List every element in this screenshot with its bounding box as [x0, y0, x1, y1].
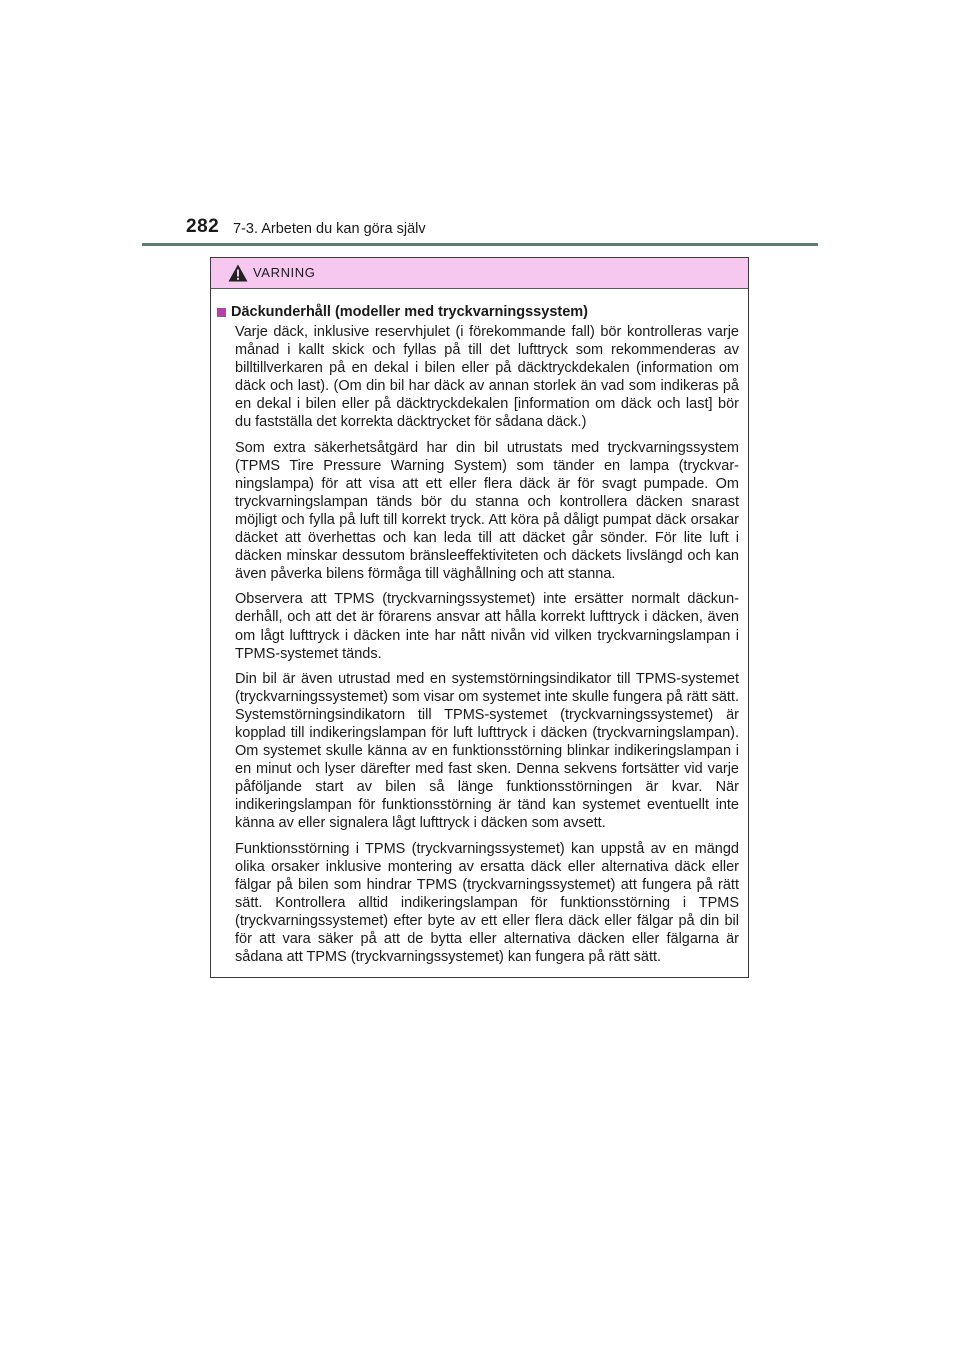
page-number: 282 [186, 216, 220, 237]
paragraph: Varje däck, inklusive reservhjulet (i förekommande fall) bör kontrolleras varje månad i kallt skick och fyllas på till det lufttryck som rekommenderas av billtillverkaren på en dekal i bilen eller på däcktryckdekalen (information om däck och last). (Om din bil har däck av annan storlek än vad som indikeras på en dekal i bilen eller på däcktryckdekalen [information om däck och last] bör du fastställa det korrekta däcktrycket för sådana däck.) [235, 324, 739, 431]
warning-box [210, 257, 749, 978]
section-title: 7-3. Arbeten du kan göra själv [233, 221, 426, 237]
paragraph: Som extra säkerhetsåtgärd har din bil utrustats med tryckvarningssystem (TPMS Tire Pressure Warning System) som tänder en lampa (tryckvarningslampa) för att visa att ett eller flera däck är för svagt pumpade. Om tryckvarningslampan tänds bör du stanna och kontrollera däcken snarast möjligt och fylla på luft till korrekt tryck. Att köra på dåligt pumpat däck orsakar däcket att överhettas och kan leda till att däcket går sönder. För lite luft i däcken minskar dessutom bränsleeffektiviteten och däckets livslängd och kan även påverka bilens förmåga till väghållning och att stanna. [235, 439, 739, 583]
paragraph: Observera att TPMS (tryckvarningssystemet) inte ersätter normalt däckunderhåll, och att det är förarens ansvar att hålla korrekt lufttryck i däcken, även om lågt lufttryck i däcken inte har nått nivån vid vilken tryckvarningslampan i TPMS-systemet tänds. [235, 591, 739, 662]
warning-triangle-icon [228, 264, 248, 282]
paragraph: Funktionsstörning i TPMS (tryckvarningssystemet) kan uppstå av en mängd olika orsaker inklusive montering av ersatta däck eller alternativa däck eller fälgar på bilen som hindrar TPMS (tryckvarningssystemet) att fungera på rätt sätt. Kontrollera alltid indikeringslampan för funktionsstörning i TPMS (tryckvarningssystemet) efter byte av ett eller flera däck eller fälgar på din bil för att vara säker på att de bytta eller alternativa däcken eller fälgarna är sådana att TPMS (tryckvarningssystemet) kan fungera på rätt sätt. [235, 840, 739, 966]
warning-body [211, 289, 748, 966]
paragraph: Din bil är även utrustad med en systemstörningsindikator till TPMS-systemet (tryckvarningssystemet) som visar om systemet inte skulle fungera på rätt sätt. Systemstörningsindikatorn till TPMS-systemet (tryckvarningssystemet) är kopplad till indikeringslampan för luft lufttryck i däcken (tryckvarningslampan). Om systemet skulle känna av en funktionsstörning blinkar indikeringslampan i en minut och lyser därefter med fast sken. Denna sekvens fortsätter vid varje påföljande start av bilen så länge funktionsstörningen är kvar. När indikeringslampan för funktionsstörning är tänd kan systemet eventuellt inte känna av eller signalera lågt lufttryck i däcken som avsett. [235, 670, 739, 832]
square-bullet-icon [217, 308, 226, 317]
header-divider [142, 243, 818, 246]
warning-heading [217, 303, 739, 321]
warning-header [211, 258, 748, 289]
warning-label: VARNING [253, 265, 316, 280]
warning-heading-text: Däckunderhåll (modeller med tryckvarningssystem) [231, 304, 588, 320]
